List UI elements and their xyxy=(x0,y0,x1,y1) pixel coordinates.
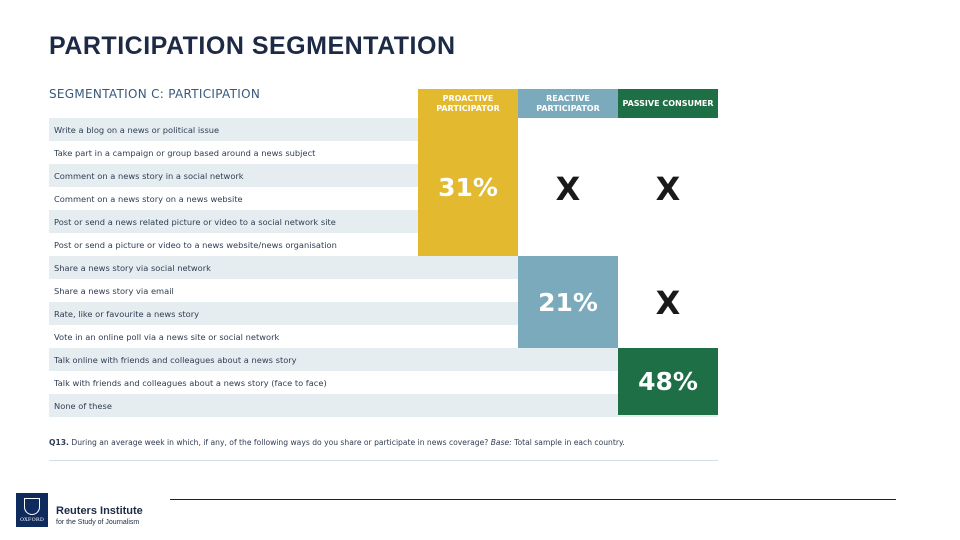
activity-row: Talk online with friends and colleagues about a news story xyxy=(49,348,418,371)
passive-excluded-mark: X xyxy=(655,170,681,208)
shield-icon xyxy=(24,498,40,515)
passive-segment-value: 48% xyxy=(618,348,718,415)
reactive-segment-value: 21% xyxy=(518,256,618,348)
column-header-passive: PASSIVE CONSUMER xyxy=(618,89,718,118)
activity-row: None of these xyxy=(49,394,418,417)
column-header-reactive: REACTIVE PARTICIPATOR xyxy=(518,89,618,118)
activity-row: Post or send a picture or video to a news website/news organisation xyxy=(49,233,418,256)
slide-title: PARTICIPATION SEGMENTATION xyxy=(49,32,456,60)
oxford-crest-logo xyxy=(16,493,48,527)
column-header-proactive: PROACTIVE PARTICIPATOR xyxy=(418,89,518,118)
reactive-excluded-mark: X xyxy=(555,170,581,208)
activity-row: Share a news story via email xyxy=(49,279,418,302)
question-id: Q13. xyxy=(49,438,69,447)
question-text: During an average week in which, if any, of the following ways do you share or participate in news coverage? xyxy=(71,438,489,447)
activity-row: Vote in an online poll via a news site or social network xyxy=(49,325,418,348)
activity-row: Comment on a news story on a news website xyxy=(49,187,418,210)
question-footnote xyxy=(49,438,718,461)
activity-row: Rate, like or favourite a news story xyxy=(49,302,418,325)
activity-row: Talk with friends and colleagues about a news story (face to face) xyxy=(49,371,418,394)
activity-row: Take part in a campaign or group based around a news subject xyxy=(49,141,418,164)
passive-excluded-mark-2: X xyxy=(655,284,681,322)
proactive-segment-value: 31% xyxy=(418,118,518,256)
base-text: Total sample in each country. xyxy=(514,438,625,447)
footer-divider xyxy=(170,499,896,500)
organization-name: Reuters Institute xyxy=(56,505,143,517)
base-label: Base: xyxy=(490,438,512,447)
crest-text: OXFORD xyxy=(19,516,45,523)
organization-subtitle: for the Study of Journalism xyxy=(56,519,140,526)
activity-row: Share a news story via social network xyxy=(49,256,418,279)
activity-row: Comment on a news story in a social network xyxy=(49,164,418,187)
activity-row: Post or send a news related picture or video to a social network site xyxy=(49,210,418,233)
segmentation-heading: SEGMENTATION C: PARTICIPATION xyxy=(49,87,261,101)
activity-row: Write a blog on a news or political issue xyxy=(49,118,418,141)
